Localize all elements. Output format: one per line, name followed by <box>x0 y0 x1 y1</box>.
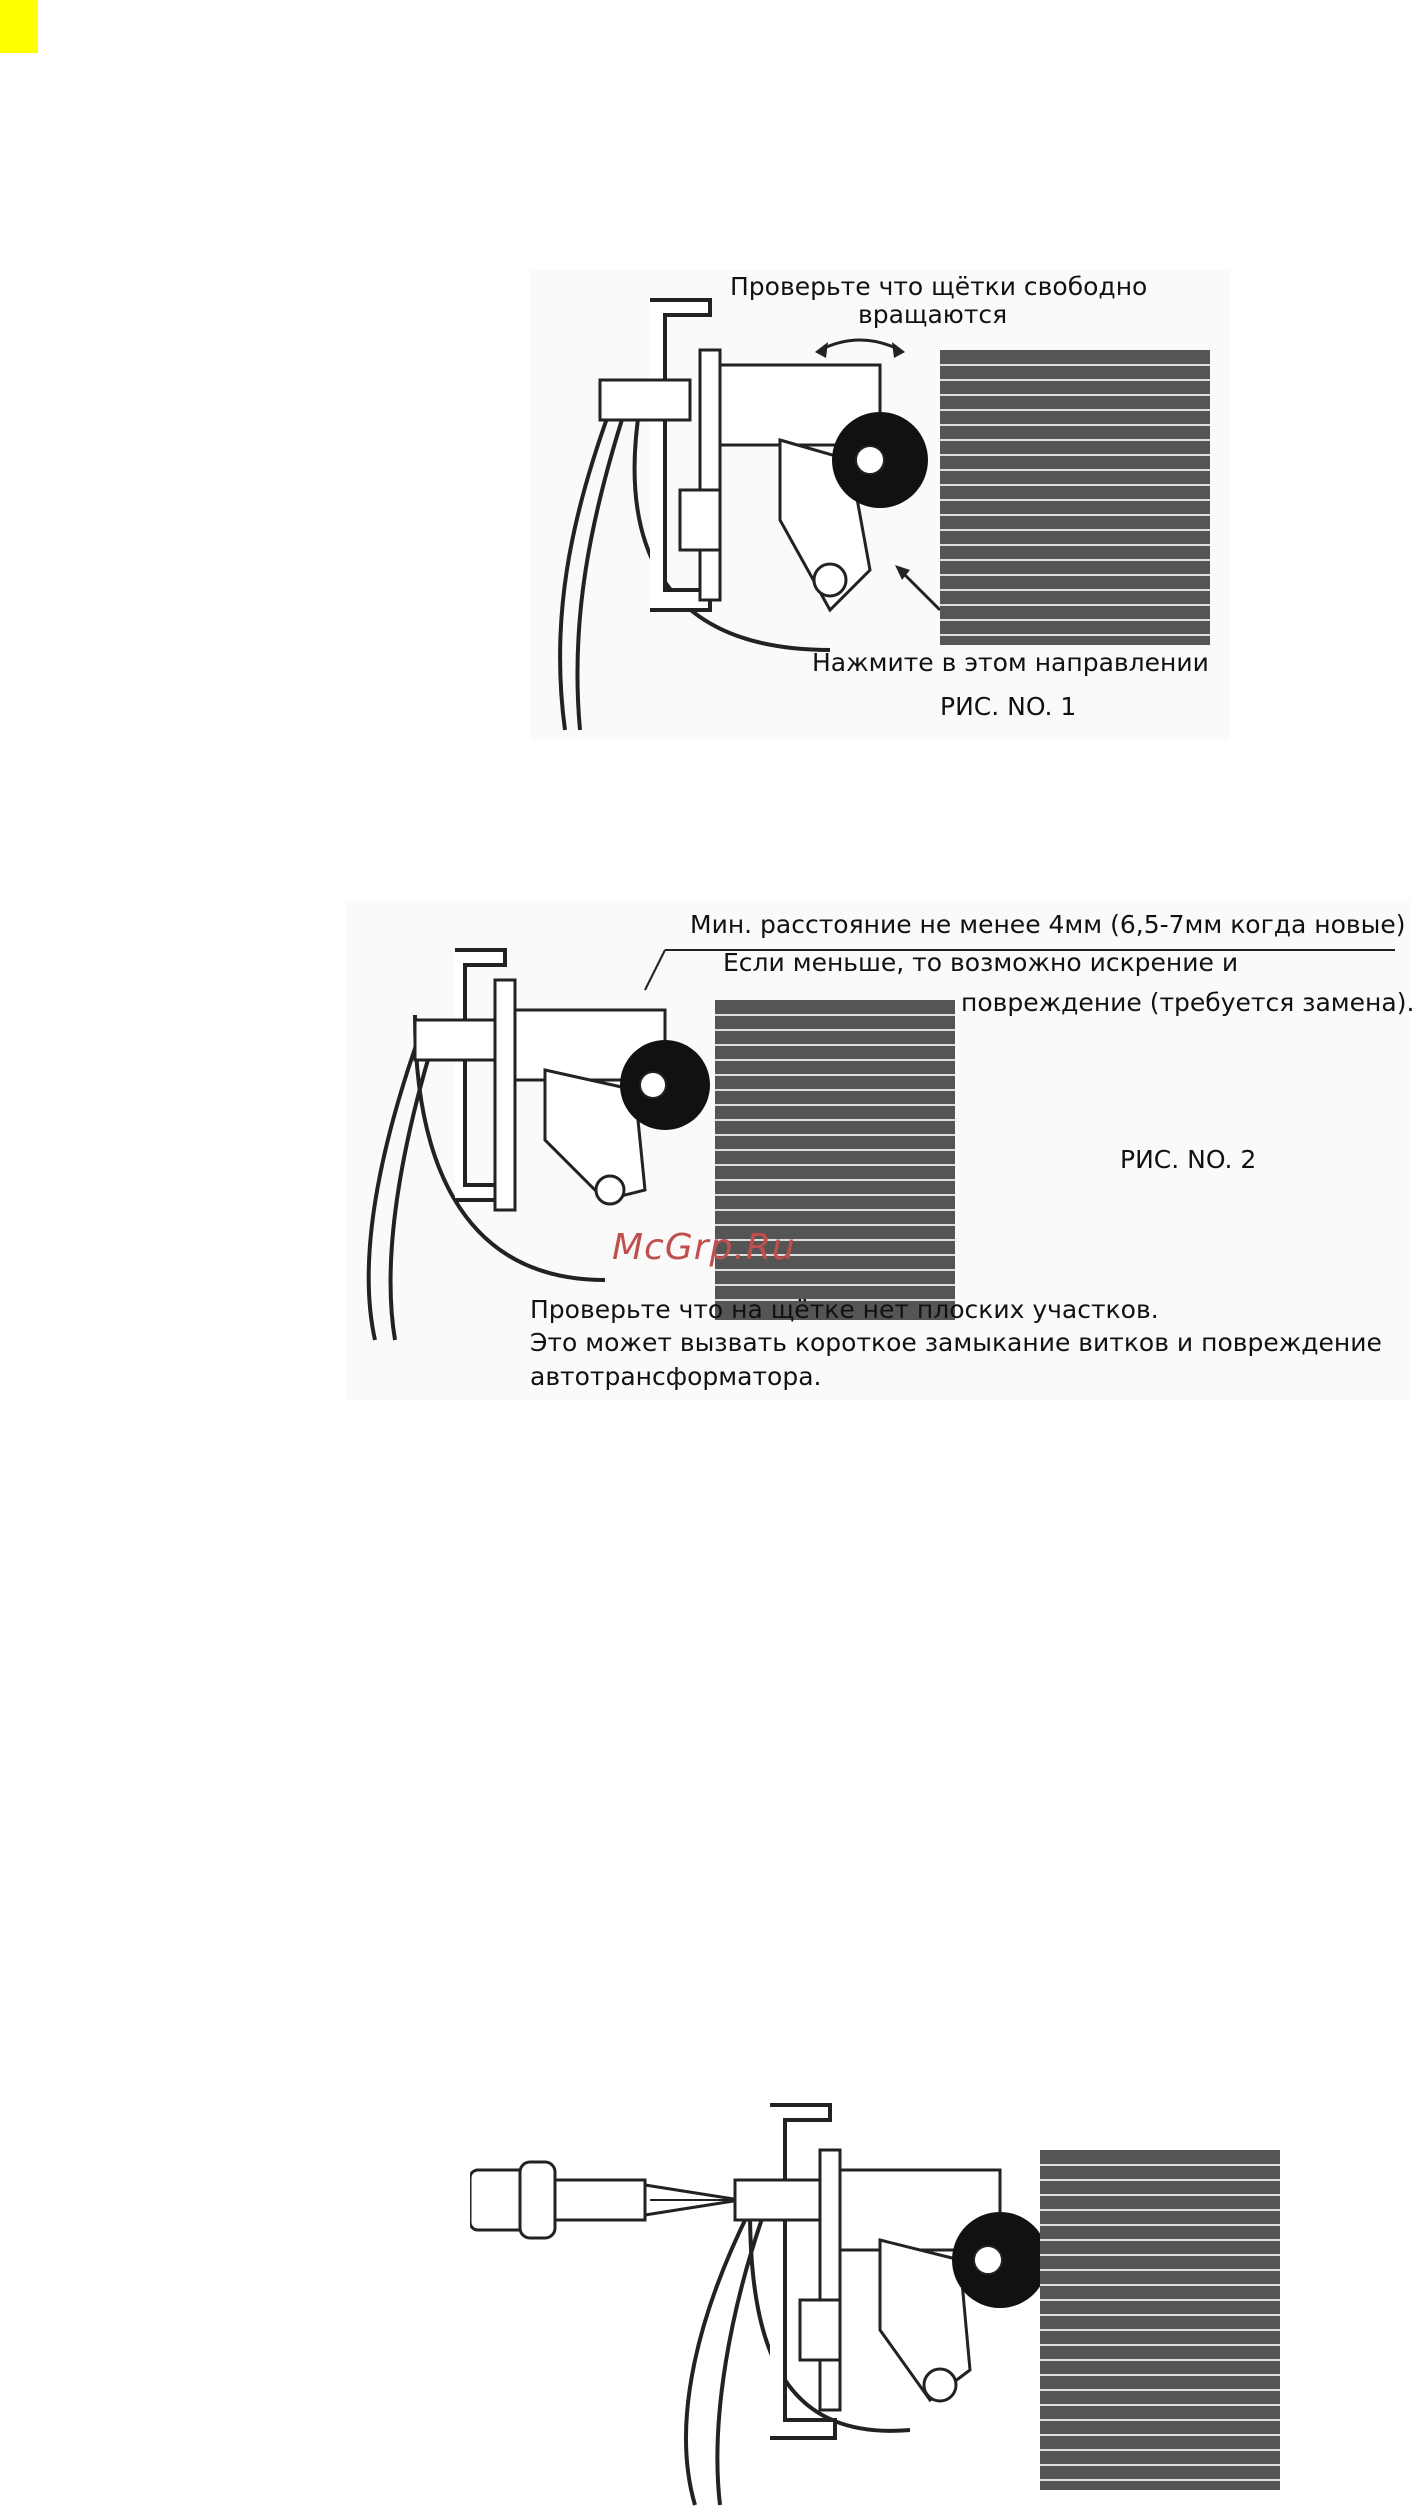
watermark: McGrp.Ru <box>612 1227 796 1268</box>
note-line-1: Проверьте что на щётке нет плоских участков. <box>530 1295 1159 1324</box>
label-less: Если меньше, то возможно искрение и <box>723 948 1239 977</box>
yellow-page-marker <box>0 0 38 53</box>
label-rotate-2: вращаются <box>858 300 1008 329</box>
note-line-3: автотрансформатора. <box>530 1362 822 1391</box>
note-line-2: Это может вызвать короткое замыкание витков и повреждение <box>530 1328 1382 1357</box>
label-press: Нажмите в этом направлении <box>812 648 1209 677</box>
figure-3 <box>470 2100 1290 2510</box>
label-min-distance: Мин. расстояние не менее 4мм (6,5-7мм когда новые) <box>690 910 1406 939</box>
label-damage: повреждение (требуется замена). <box>961 988 1415 1017</box>
screwdriver-drawing <box>470 2100 1290 2510</box>
figure-1 <box>530 270 1230 740</box>
figure-1-caption: РИС. NO. 1 <box>940 692 1077 721</box>
figure-2-caption: РИС. NO. 2 <box>1120 1145 1257 1174</box>
label-rotate: Проверьте что щётки свободно <box>730 272 1148 301</box>
figure-2 <box>345 900 1415 1400</box>
